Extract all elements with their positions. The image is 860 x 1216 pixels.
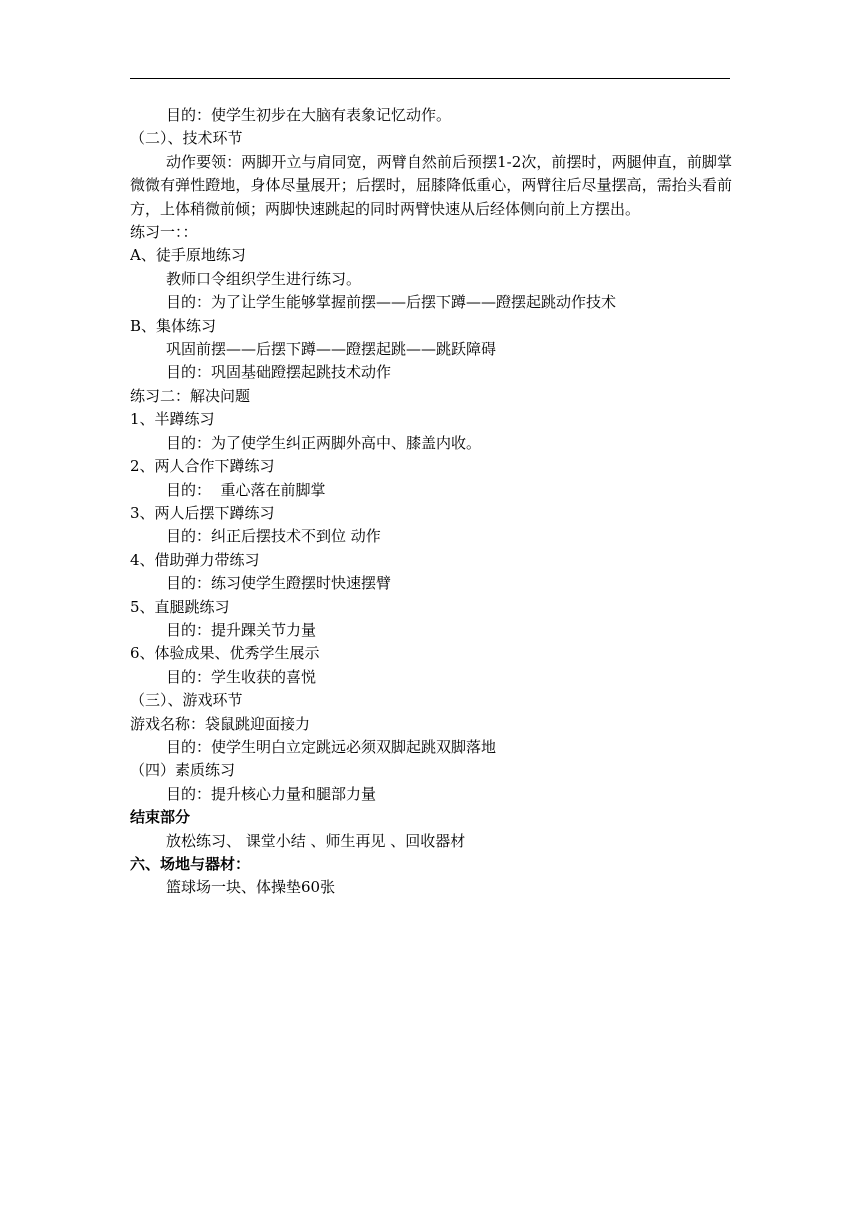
document-body [130,104,732,900]
item-b-heading: B、集体练习 [130,316,217,335]
venue-equipment-list: 篮球场一块、体操垫60张 [166,878,336,897]
fitness-purpose: 目的：提升核心力量和腿部力量 [166,784,377,803]
item-4-heading: 4、借助弹力带练习 [130,550,260,569]
section-heading-fitness: （四）素质练习 [130,761,236,780]
item-a-purpose: 目的：为了让学生能够掌握前摆——后摆下蹲——蹬摆起跳动作技术 [166,293,617,312]
item-2-purpose: 目的： 重心落在前脚掌 [166,480,326,499]
item-b-description: 巩固前摆——后摆下蹲——蹬摆起跳——跳跃障碍 [166,340,497,359]
exercise-one-heading: 练习一：： [130,223,198,242]
item-4-purpose: 目的：练习使学生蹬摆时快速摆臂 [166,574,392,593]
section-heading-ending: 结束部分 [130,808,191,827]
game-purpose: 目的：使学生明白立定跳远必须双脚起跳双脚落地 [166,737,497,756]
item-3-purpose: 目的：纠正后摆技术不到位 动作 [166,527,381,546]
game-name: 游戏名称：袋鼠跳迎面接力 [130,714,311,733]
section-heading-venue-equipment: 六、场地与器材： [130,855,251,873]
header-rule [130,78,730,79]
section-heading-technique: （二）、技术环节 [130,129,243,148]
ending-activities: 放松练习、 课堂小结 、师生再见 、回收器材 [166,831,466,850]
purpose-line: 目的：使学生初步在大脑有表象记忆动作。 [166,106,452,124]
exercise-two-heading: 练习二：解决问题 [130,386,251,405]
item-2-heading: 2、两人合作下蹲练习 [130,457,275,476]
section-heading-game: （三）、游戏环节 [130,691,243,710]
item-5-purpose: 目的：提升踝关节力量 [166,620,317,639]
item-6-purpose: 目的：学生收获的喜悦 [166,667,317,686]
item-b-purpose: 目的：巩固基础蹬摆起跳技术动作 [166,363,392,382]
item-5-heading: 5、直腿跳练习 [130,597,230,616]
item-1-purpose: 目的：为了使学生纠正两脚外高中、膝盖内收。 [166,433,482,452]
item-3-heading: 3、两人后摆下蹲练习 [130,503,275,522]
item-a-description: 教师口令组织学生进行练习。 [166,269,362,288]
item-1-heading: 1、半蹲练习 [130,410,215,429]
item-6-heading: 6、体验成果、优秀学生展示 [130,644,320,663]
item-a-heading: A、徒手原地练习 [130,246,246,265]
action-essentials-paragraph: 动作要领：两脚开立与肩同宽，两臂自然前后预摆1-2次，前摆时，两腿伸直，前脚掌微微有弹性蹬地，身体尽量展开；后摆时，屈膝降低重心，两臂往后尽量摆高，需抬头看前方，上体稍微前倾；两脚快速跳起的同时两臂快速从后经体侧向前上方摆出。 [130,152,732,218]
